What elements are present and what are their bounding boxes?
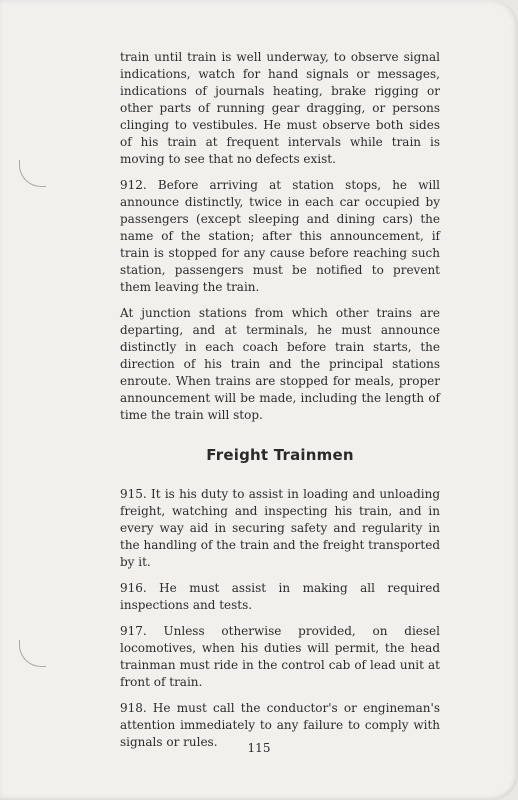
section-heading: Freight Trainmen — [206, 446, 354, 464]
page-number: 115 — [247, 741, 271, 755]
paragraph-915: 915. It is his duty to assist in loading and unloading freight, watching and inspecting his train, and in every way aid in securing safety and regularity in the handling of the train and the freight transported by it. — [120, 487, 440, 569]
punch-hole-mark — [19, 160, 46, 187]
paragraph-continuation: train until train is well underway, to observe signal indications, watch for hand signals or messages, indications of journals heating, brake rigging or other parts of running gear dragging, or persons clinging to vestibules. He must observe both sides of his train at frequent intervals while train is moving to see that no defects exist. — [120, 50, 440, 166]
page-body — [120, 49, 440, 760]
paragraph-917: 917. Unless otherwise provided, on diesel locomotives, when his duties will permit, the head trainman must ride in the control cab of lead unit at front of train. — [120, 624, 440, 689]
paragraph-912: 912. Before arriving at station stops, he will announce distinctly, twice in each car occupied by passengers (except sleeping and dining cars) the name of the station; after this announcement, if train is stopped for any cause before reaching such station, passengers must be notified to prevent them leaving the train. — [120, 178, 440, 294]
paragraph-916: 916. He must assist in making all required inspections and tests. — [120, 581, 440, 612]
punch-hole-mark — [19, 640, 46, 667]
paragraph-junction-stations: At junction stations from which other trains are departing, and at terminals, he must announce distinctly in each coach before train starts, the direction of his train and the principal stations enroute. When trains are stopped for meals, proper announcement will be made, including the length of time the train will stop. — [120, 306, 440, 422]
paragraph-918: 918. He must call the conductor's or engineman's attention immediately to any failure to comply with signals or rules. — [120, 701, 440, 749]
